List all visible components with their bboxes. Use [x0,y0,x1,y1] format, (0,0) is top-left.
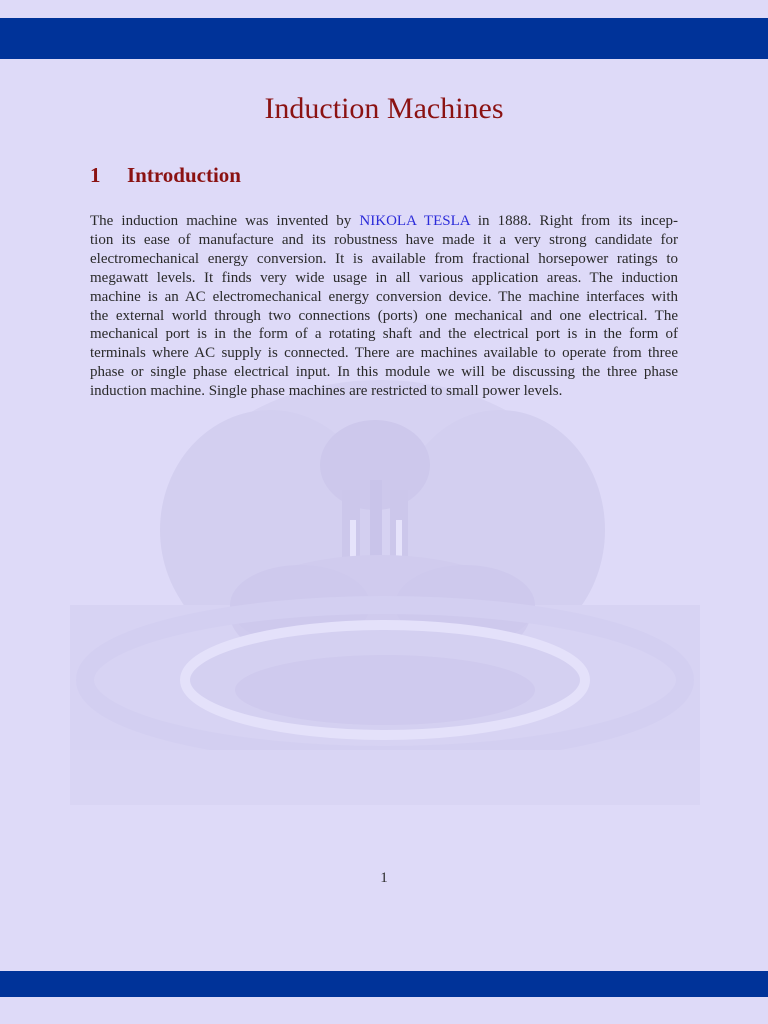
paragraph-line: terminals where AC supply is connected. There are machines available to operate from three [90,345,678,362]
tesla-link[interactable]: NIKOLA TESLA [359,213,470,229]
bottom-footer-band [0,971,768,997]
paragraph-line: mechanical port is in the form of a rotating shaft and the electrical port is in the form of [90,326,678,343]
paragraph-line: the external world through two connections (ports) one mechanical and one electrical. The [90,307,678,324]
paragraph-line: phase or single phase electrical input. In this module we will be discussing the three phase [90,364,678,381]
section-title: Introduction [127,163,241,187]
paragraph-line: machine is an AC electromechanical energy conversion device. The machine interfaces with [90,288,678,305]
document-title: Induction Machines [264,92,504,125]
paragraph-text: The induction machine was invented by [90,213,360,229]
paragraph-line: megawatt levels. It finds very wide usage in all various application areas. The induction [90,269,678,286]
top-header-band [0,18,768,59]
section-heading [90,163,241,188]
paragraph-text: in 1888. Right from its incep- [469,213,678,229]
paragraph-line: induction machine. Single phase machines are restricted to small power levels. [90,383,563,400]
section-number: 1 [90,163,101,187]
paragraph-line [90,212,678,231]
page-number: 1 [380,870,388,886]
paragraph-line: tion its ease of manufacture and its robustness have made it a very strong candidate for [90,231,678,248]
watermark-fountain-image [70,380,700,805]
paragraph-line: electromechanical energy conversion. It is available from fractional horsepower ratings to [90,250,678,267]
introduction-paragraph [90,212,678,401]
